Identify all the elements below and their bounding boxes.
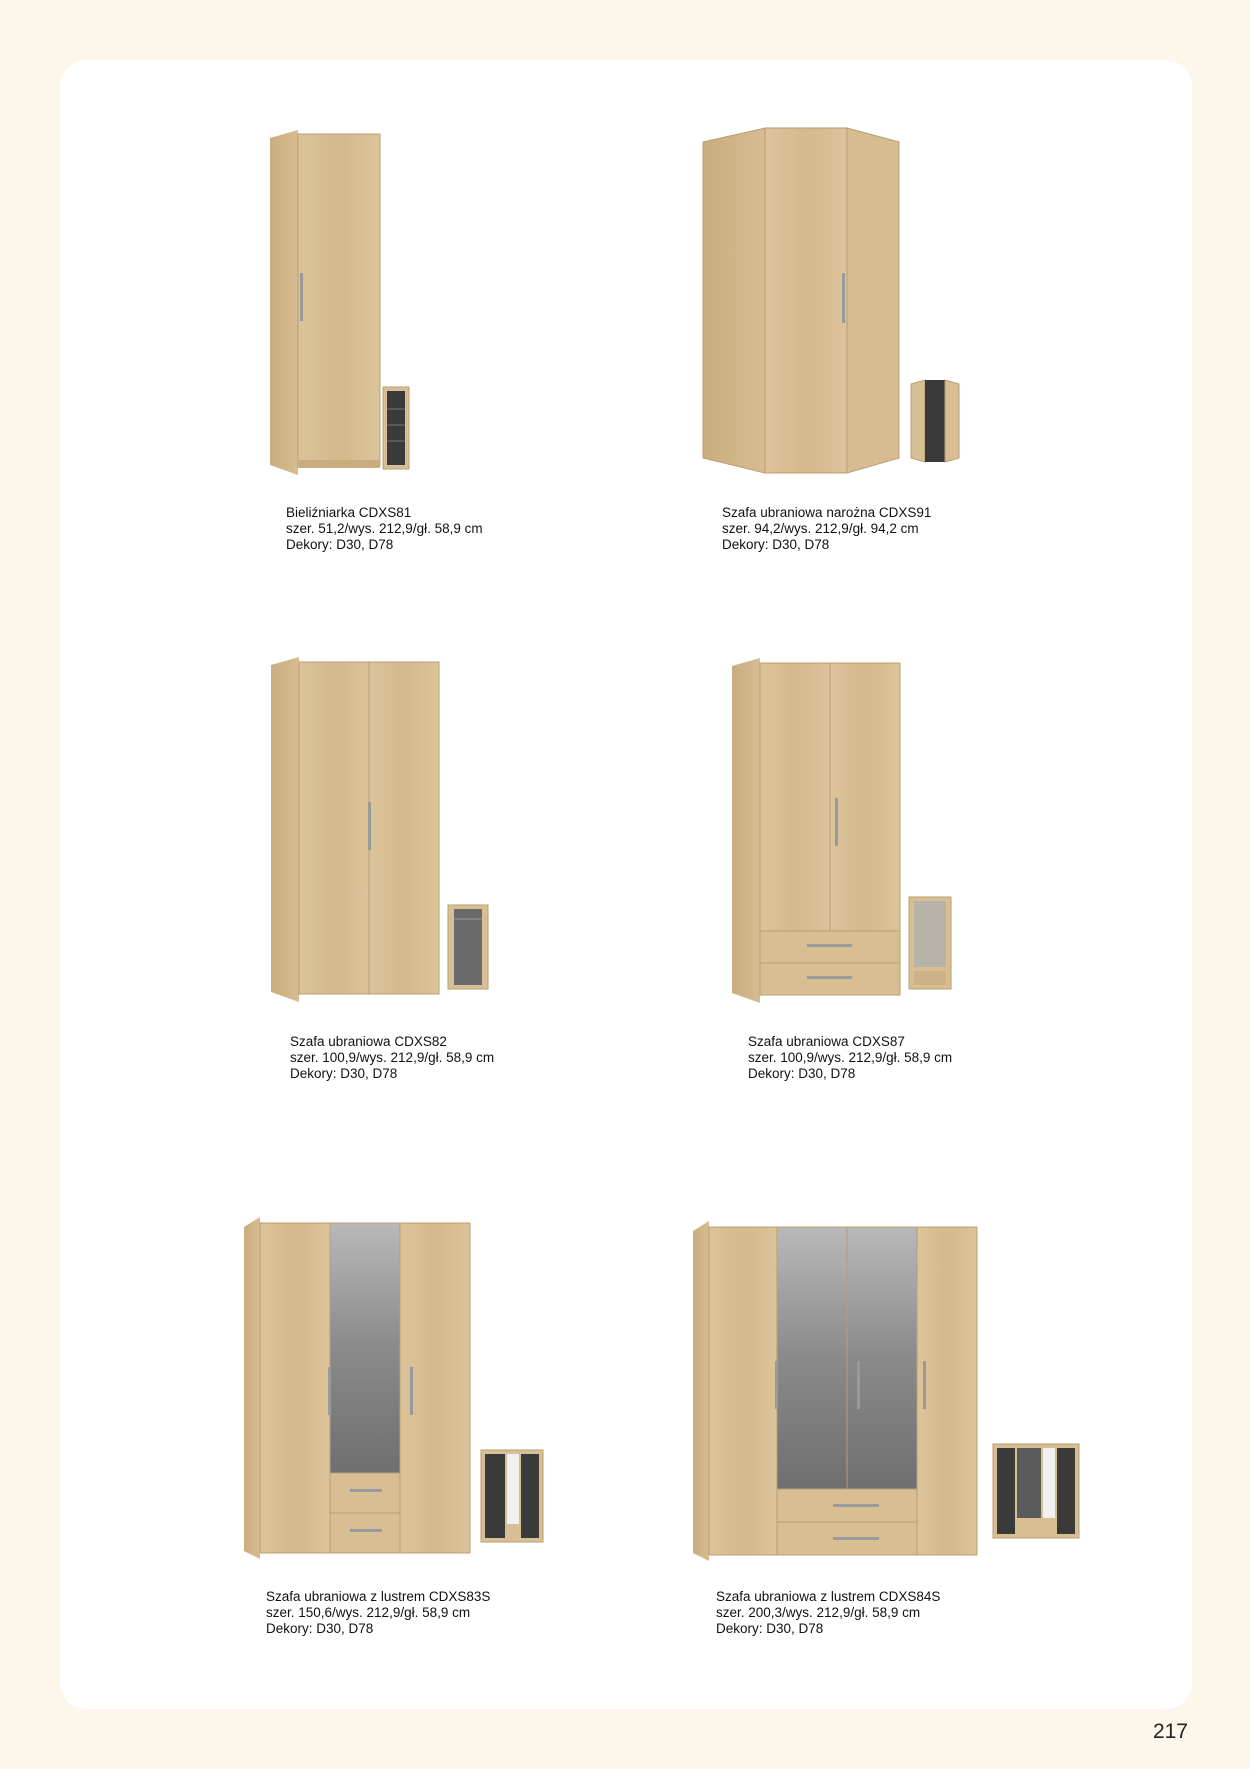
product-name: Szafa ubraniowa z lustrem CDXS84S (716, 1589, 941, 1604)
product-name: Szafa ubraniowa CDXS82 (290, 1034, 447, 1049)
product-decors: Dekory: D30, D78 (748, 1066, 856, 1081)
product-dimensions: szer. 51,2/wys. 212,9/gł. 58,9 cm (286, 521, 483, 536)
product-decors: Dekory: D30, D78 (286, 537, 394, 552)
wardrobe-cdxs82-image (271, 657, 441, 1002)
product-decors: Dekory: D30, D78 (716, 1621, 824, 1636)
product-dimensions: szer. 94,2/wys. 212,9/gł. 94,2 cm (722, 521, 919, 536)
product-name: Szafa ubraniowa z lustrem CDXS83S (266, 1589, 491, 1604)
product-decors: Dekory: D30, D78 (722, 537, 830, 552)
wardrobe-cdxs87-image (732, 658, 902, 1003)
product-name: Szafa ubraniowa narożna CDXS91 (722, 505, 932, 520)
wardrobe-cdxs83s-open-thumbnail (481, 1450, 543, 1542)
product-dimensions: szer. 150,6/wys. 212,9/gł. 58,9 cm (266, 1605, 471, 1620)
page-number: 217 (1152, 1720, 1188, 1743)
wardrobe-cdxs84s-open-thumbnail (993, 1444, 1079, 1538)
wardrobe-cdxs83s-image (244, 1217, 474, 1559)
wardrobe-cdxs84s-image (693, 1221, 983, 1561)
wardrobe-cdxs82-open-thumbnail (448, 905, 488, 989)
product-dimensions: szer. 100,9/wys. 212,9/gł. 58,9 cm (748, 1050, 953, 1065)
product-dimensions: szer. 200,3/wys. 212,9/gł. 58,9 cm (716, 1605, 921, 1620)
wardrobe-cdxs91-open-thumbnail (911, 380, 959, 462)
product-decors: Dekory: D30, D78 (290, 1066, 398, 1081)
wardrobe-cdxs81-open-thumbnail (383, 387, 409, 469)
wardrobe-cdxs91-image (703, 128, 903, 473)
product-name: Bieliźniarka CDXS81 (286, 505, 412, 520)
wardrobe-cdxs87-open-thumbnail (909, 897, 951, 989)
product-name: Szafa ubraniowa CDXS87 (748, 1034, 905, 1049)
product-decors: Dekory: D30, D78 (266, 1621, 374, 1636)
product-dimensions: szer. 100,9/wys. 212,9/gł. 58,9 cm (290, 1050, 495, 1065)
